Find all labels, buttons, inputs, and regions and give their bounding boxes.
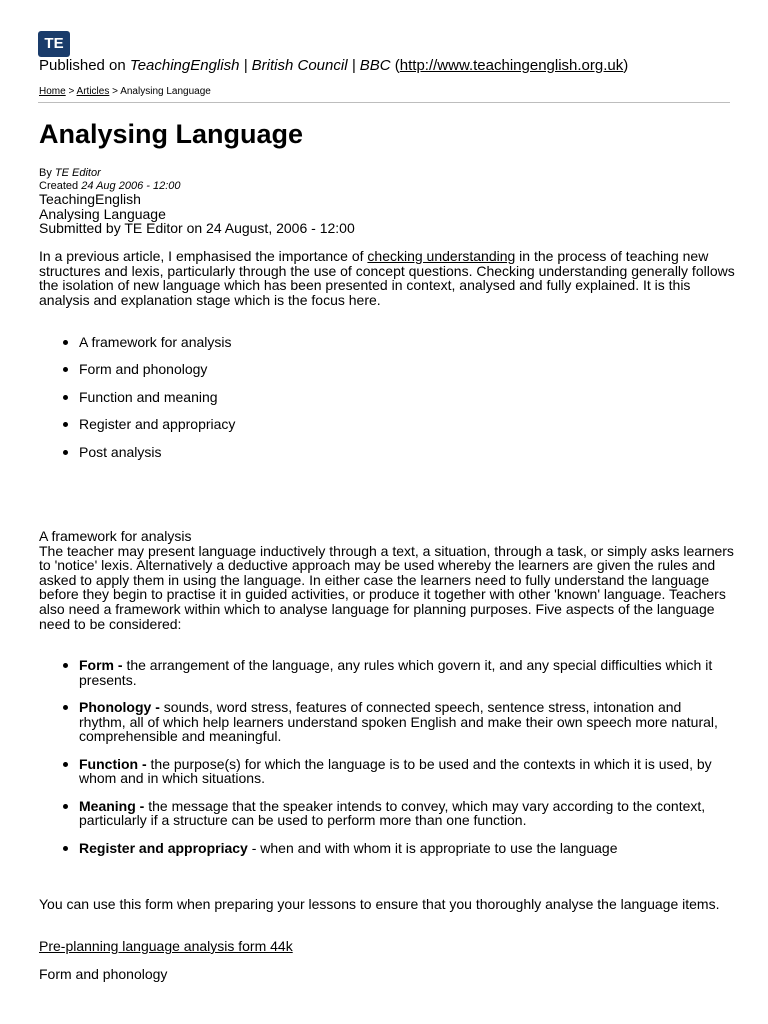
framework-paragraph: The teacher may present language inductively through a text, a situation, through a task, or simply asks learners to 'notice' lexis. Alternatively a deductive approach may be used whereby the learners are given the rules and asked to apply them in using the language. In either case the learners need to fully understand the language before they begin to practise it in guided activities, or produce it together with other 'known' language. Teachers also need a framework within which to analyse language for planning purposes. Five aspects of the language need to be considered: [39,542,734,632]
list-item: Register and appropriacy [39,417,729,432]
created-date: 24 Aug 2006 - 12:00 [81,180,181,192]
contents-list [39,335,729,472]
list-item: Function and meaning [39,390,729,405]
article-subtitle: Analysing Language [39,206,166,222]
author-name: TE Editor [54,167,101,179]
header-divider [38,102,730,103]
published-close-paren: ) [623,57,629,74]
byline [39,167,101,180]
section-heading-form-phonology: Form and phonology [39,966,168,982]
submitted-line: Submitted by TE Editor on 24 August, 2006 - 12:00 [39,220,355,236]
aspect-description: the purpose(s) for which the language is to be used and the contexts in which it is used, by whom and in which situations. [79,755,712,787]
list-item: A framework for analysis [39,335,729,350]
breadcrumb-articles-link[interactable]: Articles [76,86,110,97]
aspect-description: the arrangement of the language, any rules which govern it, and any special difficulties which it presents. [79,657,713,688]
aspects-list [39,658,729,868]
list-item [39,658,729,687]
checking-understanding-link[interactable]: checking understanding [367,248,516,264]
aspect-term: Phonology - [79,698,160,715]
analysis-form-download-link[interactable]: Pre-planning language analysis form 44k [39,938,293,954]
form-note-paragraph: You can use this form when preparing your lessons to ensure that you thoroughly analyse the language items. [39,896,720,912]
breadcrumb-separator: > [109,86,121,97]
breadcrumb-separator: > [65,86,77,97]
created-label: Created [39,180,82,192]
published-source: TeachingEnglish | British Council | BBC [129,57,391,74]
aspect-term: Form - [79,657,123,673]
intro-paragraph [39,249,739,307]
aspect-term: Function - [79,755,147,772]
list-item [39,757,729,786]
list-item: Form and phonology [39,362,729,377]
aspect-term: Meaning - [79,797,145,814]
aspect-description: the message that the speaker intends to convey, which may vary according to the context, particularly if a structure can be used to perform more than one function. [79,797,706,829]
breadcrumb [39,86,211,98]
breadcrumb-home-link[interactable]: Home [39,86,66,97]
aspect-term: Register and appropriacy [79,839,248,856]
aspect-description: - when and with whom it is appropriate to use the language [247,839,618,856]
section-heading-framework: A framework for analysis [39,528,192,544]
intro-text-before: In a previous article, I emphasised the importance of [39,248,368,264]
breadcrumb-current: Analysing Language [120,86,211,97]
list-item [39,841,729,856]
list-item: Post analysis [39,445,729,460]
by-label: By [39,167,55,179]
site-url-link[interactable]: http://www.teachingenglish.org.uk [399,57,624,74]
intro-text-after: in the process of teaching new structures and lexis, particularly through the use of concept questions. Checking understanding generally follows the isolation of new language which has been presented in context, analysed and fully explained. It is this analysis and explanation stage which is the focus here. [39,248,735,308]
teachingenglish-logo[interactable]: TE [38,31,70,57]
list-item [39,799,729,828]
published-prefix: Published on [39,57,130,74]
form-download-row [39,939,739,954]
aspect-description: sounds, word stress, features of connected speech, sentence stress, intonation and rhythm, all of which help learners understand spoken English and make their own speech more natural, comprehensible and meaningful. [79,698,718,745]
published-open-paren: ( [390,57,400,74]
site-name: TeachingEnglish [39,191,141,207]
published-line [39,57,628,75]
list-item [39,700,729,744]
page-title: Analysing Language [39,119,304,149]
